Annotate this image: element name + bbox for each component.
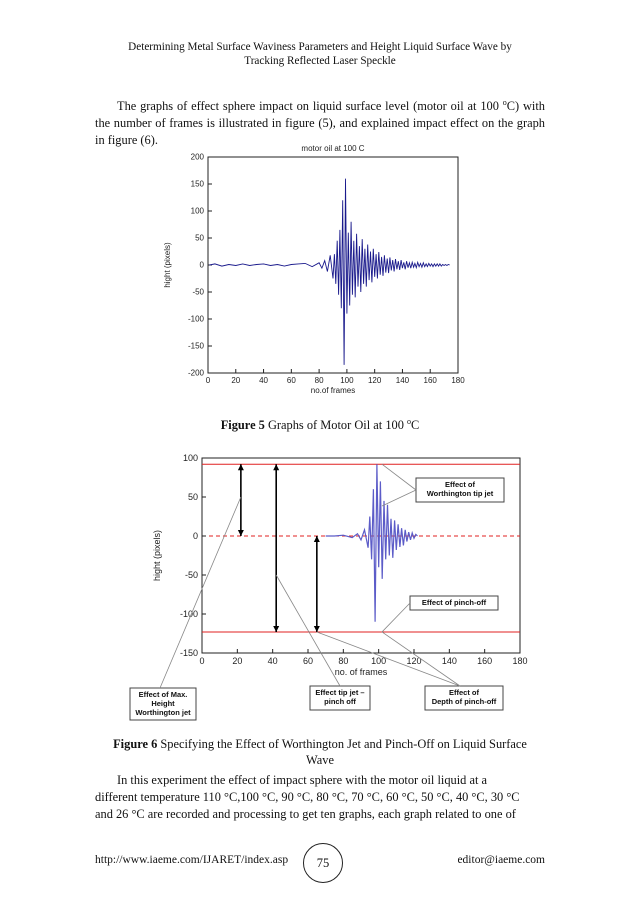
page-number: 75 (303, 843, 343, 883)
y-tick-label: -100 (187, 314, 204, 324)
page-footer (95, 845, 545, 885)
intro-text-b: C) with the number of frames is illustrated in figure (5), and explained impact effect on the graph in figure (6). (95, 99, 545, 148)
y-axis-label: hight (pixels) (152, 529, 162, 582)
figure-6-text-1: Specifying the Effect of Worthington Jet and Pinch-Off on Liquid Surface (157, 737, 527, 751)
x-tick-label: 20 (231, 376, 241, 385)
figure-5-deg: o (407, 417, 412, 426)
annotation-depth-pinch-off-text: Depth of pinch-off (431, 697, 497, 706)
annotation-max-height-text: Height (151, 699, 175, 708)
figure-6-label: Figure 6 (113, 737, 158, 751)
y-tick-label: -50 (192, 287, 204, 297)
y-tick-label: 200 (190, 152, 204, 162)
y-tick-label: 100 (182, 453, 198, 463)
y-tick-label: -100 (179, 609, 198, 619)
figure-5-chart (160, 140, 480, 400)
paragraph-experiment (95, 772, 545, 823)
x-tick-label: 80 (314, 376, 324, 385)
figure-5-unit: C (411, 418, 420, 433)
y-tick-label: -150 (179, 648, 198, 658)
y-tick-label: 150 (190, 179, 204, 189)
running-header (100, 40, 540, 68)
x-tick-label: 160 (477, 656, 493, 666)
annotation-worthington-tip-jet-text: Worthington tip jet (426, 489, 494, 498)
figure-5-caption (95, 414, 545, 433)
annotation-worthington-tip-jet-text: Effect of (445, 480, 475, 489)
figure-6-caption (95, 736, 545, 768)
x-tick-label: 0 (205, 376, 211, 385)
annotation-depth-pinch-off-text: Effect of (449, 688, 479, 697)
x-tick-label: 120 (406, 656, 422, 666)
footer-email-link[interactable]: editor@iaeme.com (457, 854, 545, 866)
figure-5-label: Figure 5 (220, 418, 265, 433)
x-axis-label: no.of frames (310, 386, 356, 395)
header-line-2: Tracking Reflected Laser Speckle (244, 55, 396, 67)
x-tick-label: 20 (232, 656, 243, 666)
experiment-line-1: In this experiment the effect of impact sphere with the motor oil liquid at a (117, 773, 488, 787)
x-axis-label: no. of frames (334, 667, 388, 677)
degree-sup: o (502, 98, 507, 107)
x-tick-label: 140 (395, 376, 410, 385)
x-tick-label: 40 (259, 376, 269, 385)
y-tick-label: -150 (187, 341, 204, 351)
annotation-max-height-text: Effect of Max. (138, 690, 188, 699)
annotation-max-height-text: Worthington jet (135, 708, 191, 717)
y-tick-label: 50 (195, 233, 204, 243)
y-tick-label: -200 (187, 368, 204, 378)
figure-6-text-2: Wave (306, 753, 334, 767)
experiment-line-2: different temperature 110 °C,100 °C, 90 °C, 80 °C, 70 °C, 60 °C, 50 °C, 40 °C, 30 °C (95, 790, 520, 804)
annotation-pinch-off-text: Effect of pinch-off (421, 598, 487, 607)
x-tick-label: 180 (451, 376, 465, 385)
figure-5-text: Graphs of Motor Oil at 100 (264, 418, 408, 433)
y-tick-label: 0 (199, 260, 204, 270)
figure-6-chart (120, 448, 540, 723)
x-tick-label: 100 (340, 376, 354, 385)
header-line-1: Determining Metal Surface Waviness Parameters and Height Liquid Surface Wave by (128, 41, 512, 53)
x-tick-label: 120 (367, 376, 382, 385)
y-axis-label: hight (pixels) (163, 242, 172, 288)
chart-title: motor oil at 100 C (301, 144, 365, 153)
footer-url-link[interactable]: http://www.iaeme.com/IJARET/index.asp (95, 854, 289, 866)
intro-text-a: The graphs of effect sphere impact on liquid surface level (motor oil at 100 (117, 99, 503, 114)
y-tick-label: -50 (184, 570, 198, 580)
y-tick-label: 50 (187, 492, 198, 502)
x-tick-label: 100 (371, 656, 387, 666)
x-tick-label: 60 (302, 656, 314, 666)
y-tick-label: 0 (192, 531, 198, 541)
experiment-line-3: and 26 °C are recorded and processing to get ten graphs, each graph related to one of (95, 807, 516, 821)
x-tick-label: 0 (199, 656, 205, 666)
annotation-tip-jet-pinch-off-text: pinch off (324, 697, 356, 706)
x-tick-label: 160 (423, 376, 437, 385)
y-tick-label: 100 (190, 206, 204, 216)
annotation-tip-jet-pinch-off-text: Effect tip jet – (315, 688, 365, 697)
x-tick-label: 180 (512, 656, 528, 666)
x-tick-label: 40 (267, 656, 278, 666)
x-tick-label: 80 (338, 656, 349, 666)
x-tick-label: 140 (441, 656, 457, 666)
x-tick-label: 60 (286, 376, 296, 385)
